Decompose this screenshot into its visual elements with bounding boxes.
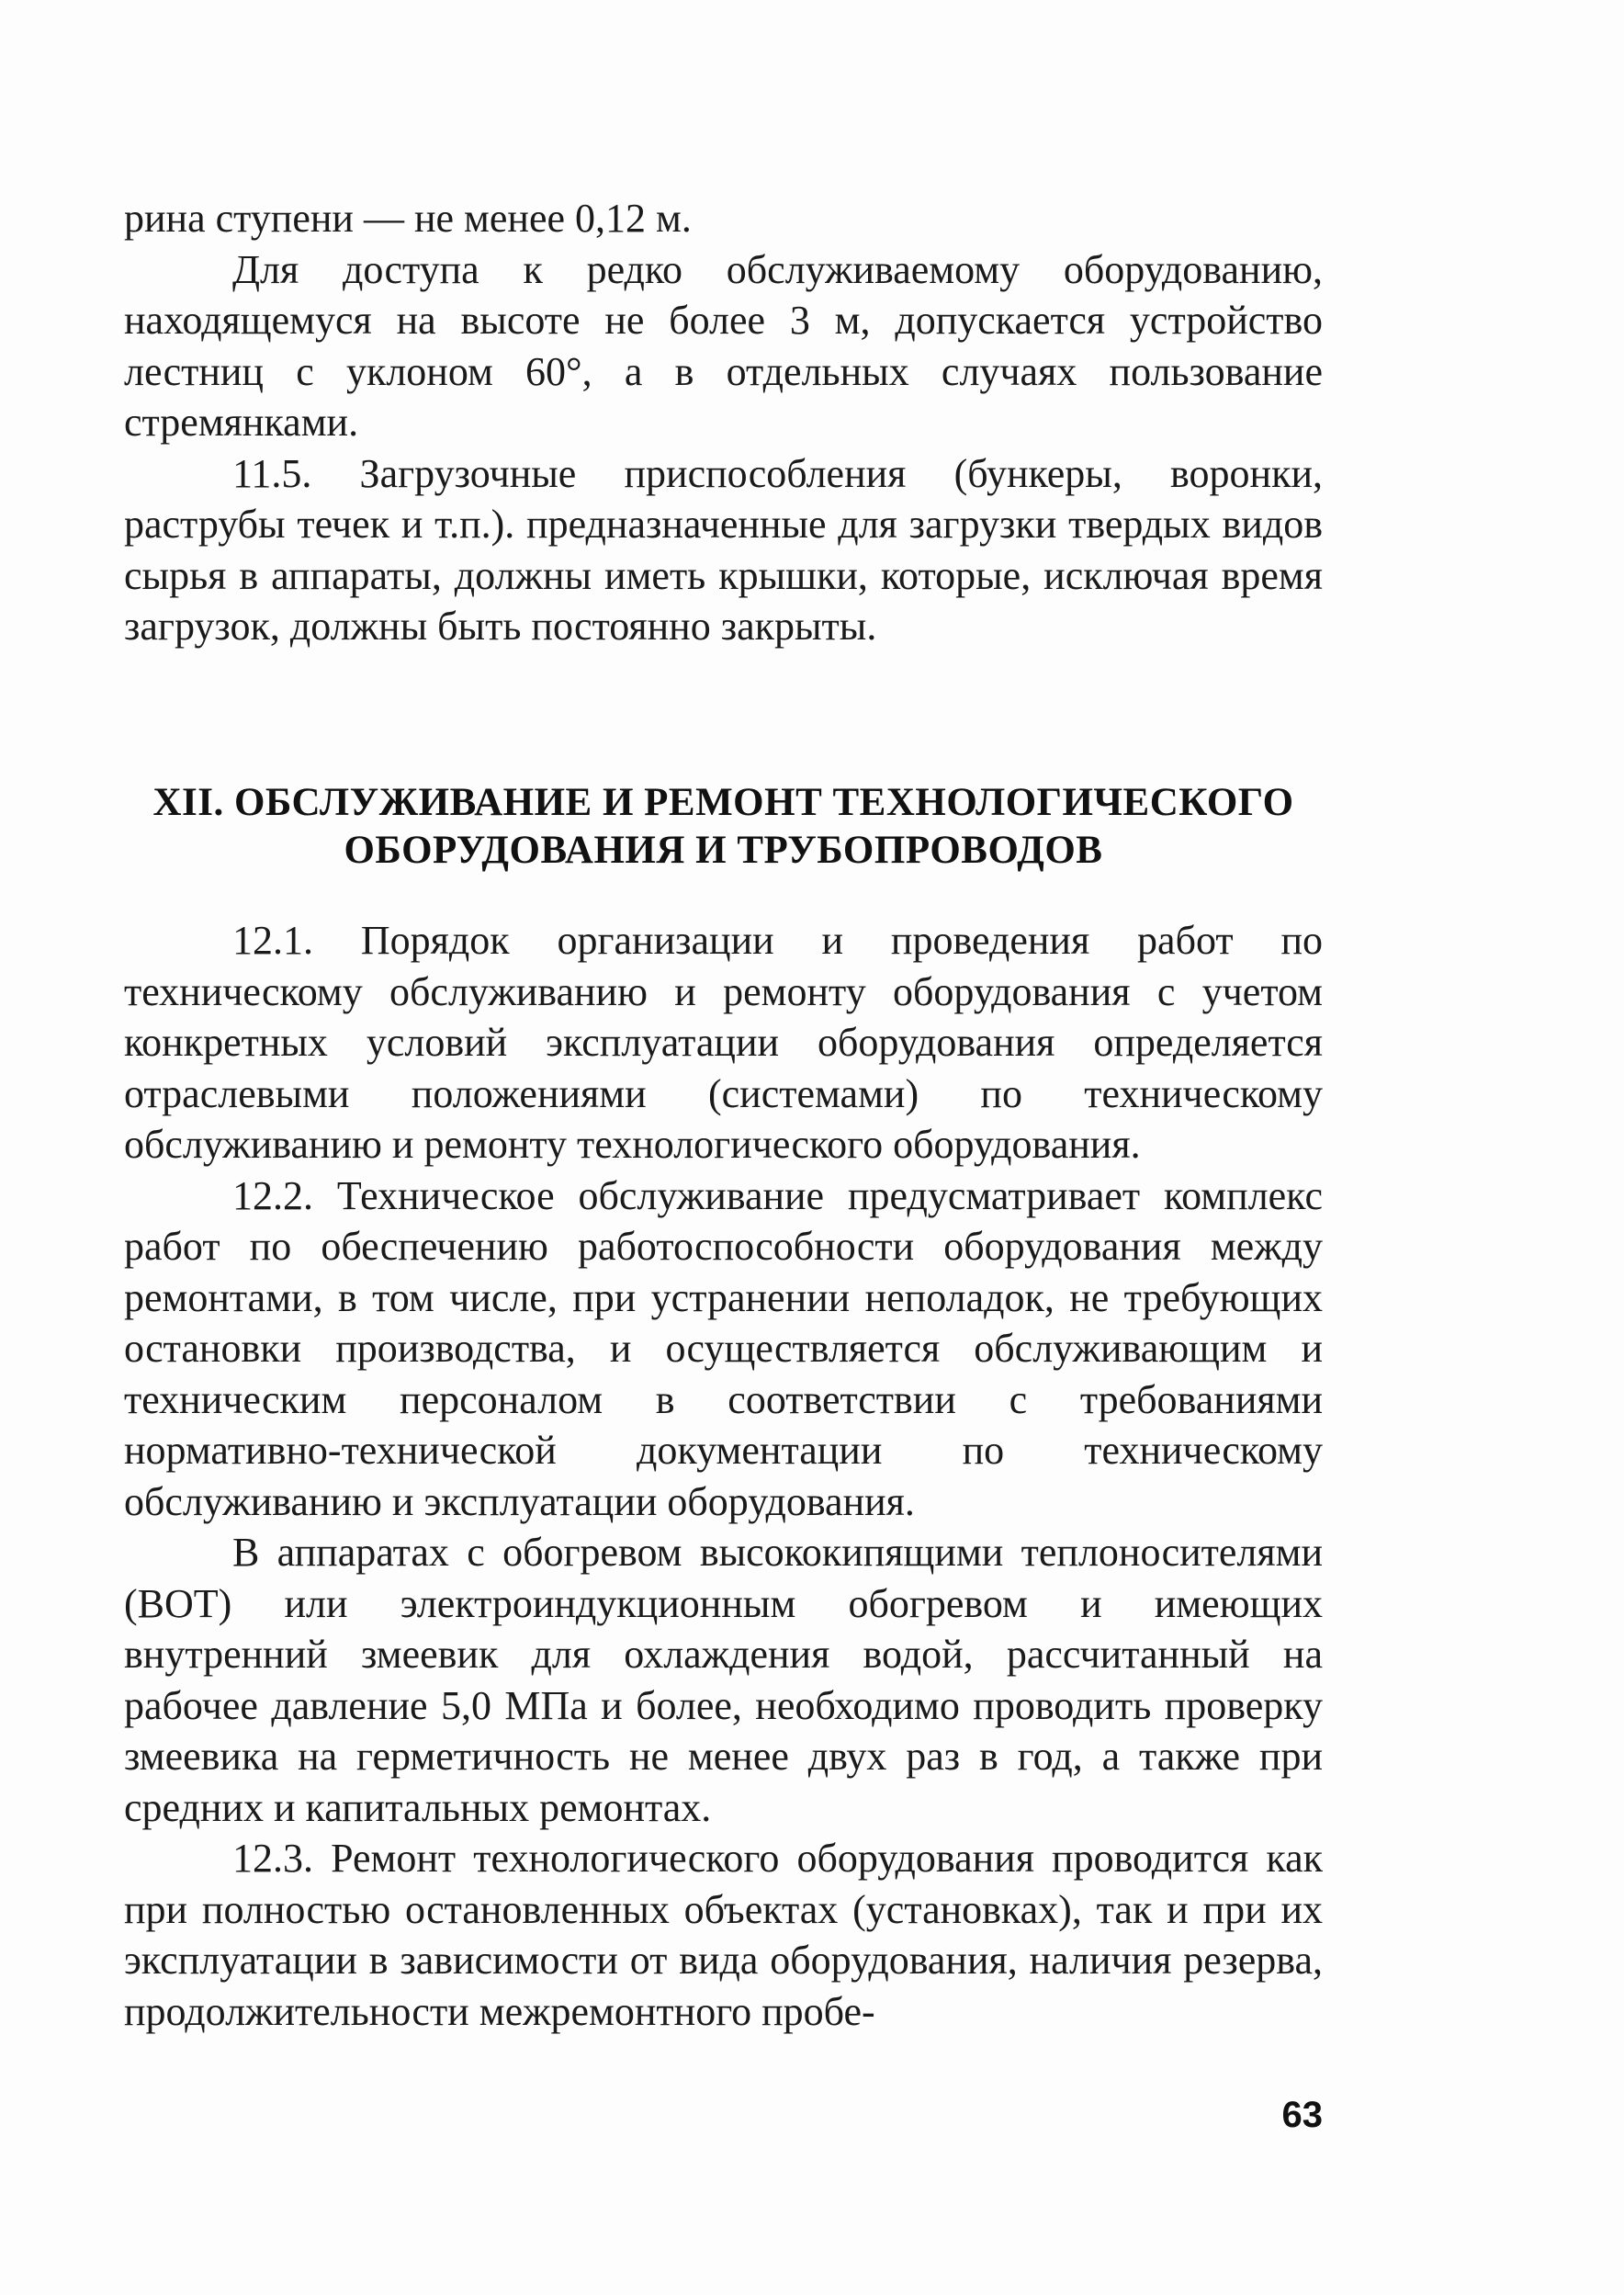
section-heading-line-1: XII. ОБСЛУЖИВАНИЕ И РЕМОНТ ТЕХНОЛОГИЧЕСКОГО xyxy=(152,781,1294,824)
paragraph-ladder-access: Для доступа к редко обслуживаемому оборудованию, находящемуся на высоте не более 3 м, допускается устройство лестниц с уклоном 60°, а в отдельных случаях пользование стремянками. xyxy=(124,246,1323,445)
section-text-block xyxy=(124,915,1323,2037)
paragraph-11-5: 11.5. Загрузочные приспособления (бункеры, воронки, раструбы течек и т.п.). предназначенные для загрузки твердых видов сырья в аппараты, должны иметь крышки, которые, исключая время загрузок, должны быть постоянно закрыты. xyxy=(124,450,1323,649)
paragraph-12-1: 12.1. Порядок организации и проведения работ по техническому обслуживанию и ремонту оборудования с учетом конкретных условий эксплуатации оборудования определяется отраслевыми положениями (системами) по техническому обслуживанию и ремонту технологического оборудования. xyxy=(124,918,1323,1167)
paragraph-vot-heating: В аппаратах с обогревом высококипящими теплоносителями (ВОТ) или электроиндукционным обогревом и имеющих внутренний змеевик для охлаждения водой, рассчитанный на рабочее давление 5,0 МПа и более, необходимо проводить проверку змеевика на герметичность не менее двух раз в год, а также при средних и капитальных ремонтах. xyxy=(124,1530,1323,1830)
paragraph-12-3: 12.3. Ремонт технологического оборудования проводится как при полностью остановленных объектах (установках), так и при их эксплуатации в зависимости от вида оборудования, наличия резерва, продолжительности межремонтного пробе- xyxy=(124,1836,1323,2034)
paragraph-12-2: 12.2. Техническое обслуживание предусматривает комплекс работ по обеспечению работоспособности оборудования между ремонтами, в том числе, при устранении неполадок, не требующих остановки производства, и осуществляется обслуживающим и техническим персоналом в соответствии с требованиями нормативно-технической документации по техническому обслуживанию и эксплуатации оборудования. xyxy=(124,1172,1323,1524)
section-heading-line-2: ОБОРУДОВАНИЯ И ТРУБОПРОВОДОВ xyxy=(344,829,1103,872)
top-text-block xyxy=(124,193,1323,652)
paragraph-continuation: рина ступени — не менее 0,12 м. xyxy=(124,196,692,241)
section-heading xyxy=(124,779,1323,875)
page-number: 63 xyxy=(1281,2095,1323,2135)
